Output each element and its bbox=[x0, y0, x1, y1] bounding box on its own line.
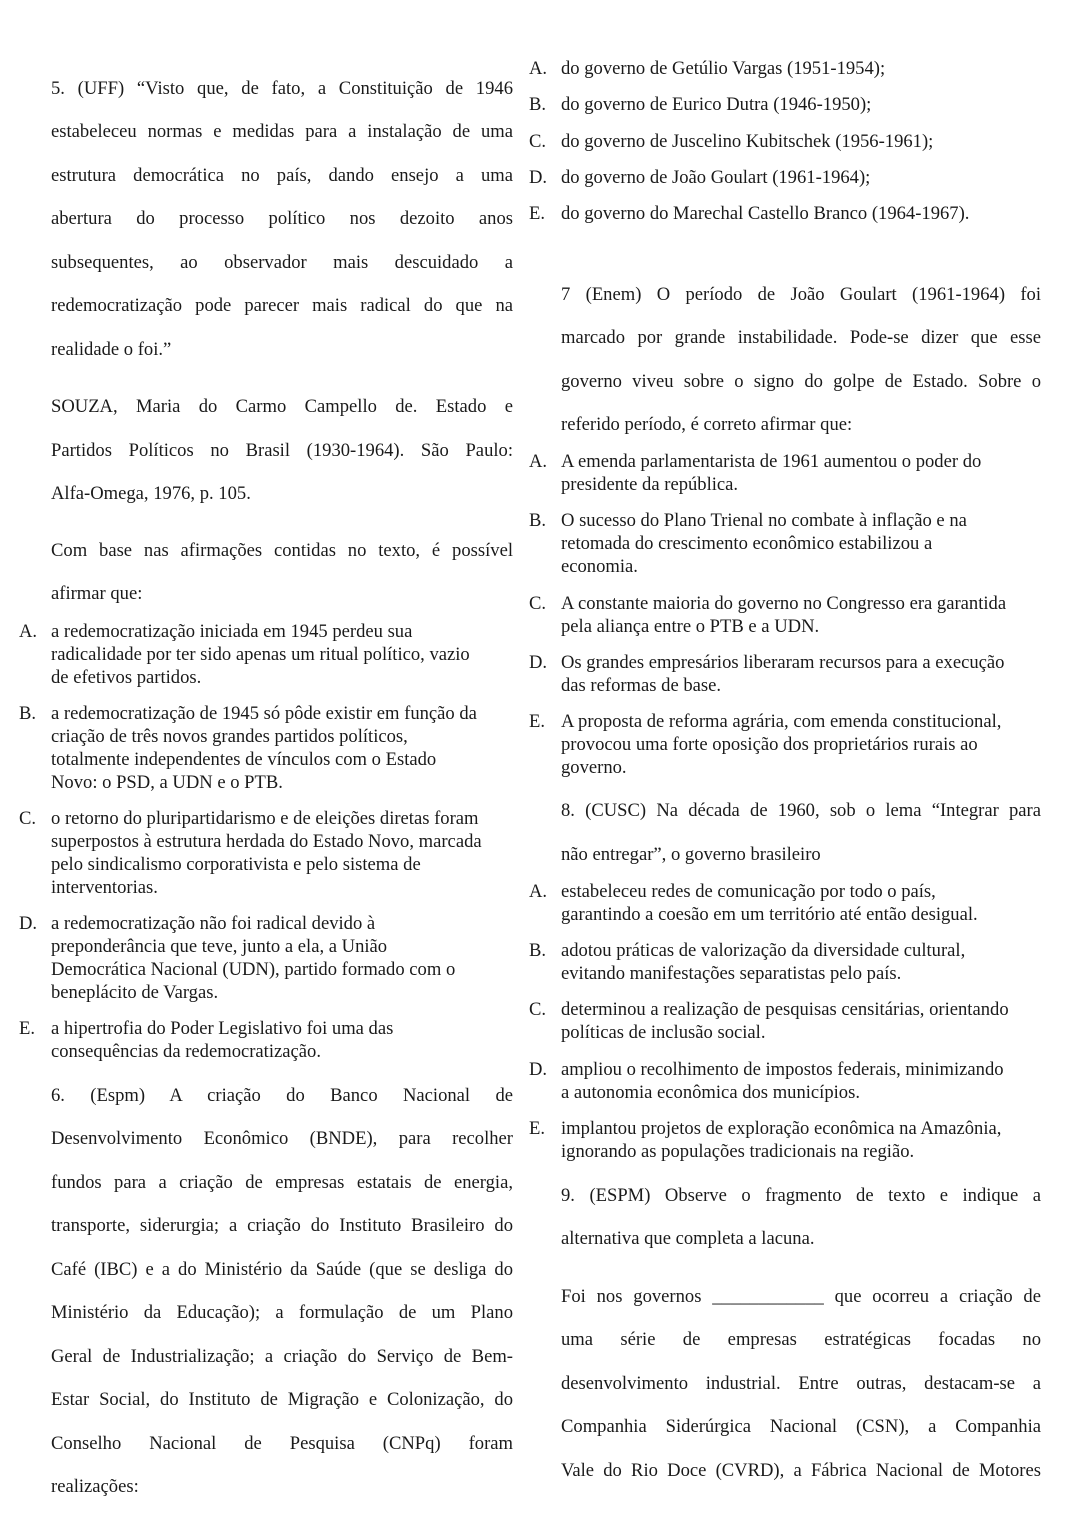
option-line: superpostos à estrutura herdada do Estado Novo, marcada bbox=[51, 831, 482, 852]
q7-stem-line: referido período, é correto afirmar que: bbox=[561, 414, 853, 435]
option-line: de efetivos partidos. bbox=[51, 667, 202, 688]
option-line: ignorando as populações tradicionais na região. bbox=[561, 1141, 915, 1162]
q5-citation-line: Partidos Políticos no Brasil (1930-1964). São Paulo: bbox=[51, 440, 513, 461]
option-letter: E. bbox=[529, 1118, 546, 1139]
q6-stem-line: 6. (Espm) A criação do Banco Nacional de bbox=[51, 1085, 513, 1106]
option-line: a redemocratização não foi radical devido à bbox=[51, 913, 376, 934]
q9-fragment-line: Vale do Rio Doce (CVRD), a Fábrica Nacional de Motores bbox=[561, 1460, 1041, 1481]
option-line: garantindo a coesão em um território até então desigual. bbox=[561, 904, 978, 925]
option-line: a hipertrofia do Poder Legislativo foi uma das bbox=[51, 1018, 394, 1039]
option-letter: A. bbox=[529, 58, 548, 79]
q6-stem-line: Conselho Nacional de Pesquisa (CNPq) foram bbox=[51, 1433, 513, 1454]
option-letter: B. bbox=[529, 510, 547, 531]
q5-citation-line: Alfa-Omega, 1976, p. 105. bbox=[51, 483, 251, 504]
q9-stem-line: alternativa que completa a lacuna. bbox=[561, 1228, 815, 1249]
q9-fragment-line: desenvolvimento industrial. Entre outras, destacam-se a bbox=[561, 1373, 1041, 1394]
option-letter: A. bbox=[529, 881, 548, 902]
option-line: presidente da república. bbox=[561, 474, 739, 495]
option-letter: D. bbox=[529, 167, 548, 188]
q5-stem-line: redemocratização pode parecer mais radical do que na bbox=[51, 295, 513, 316]
option-line: ampliou o recolhimento de impostos federais, minimizando bbox=[561, 1059, 1004, 1080]
option-letter: E. bbox=[529, 203, 546, 224]
q7-stem-line: governo viveu sobre o signo do golpe de Estado. Sobre o bbox=[561, 371, 1041, 392]
option-line: do governo de João Goulart (1961-1964); bbox=[561, 167, 871, 188]
option-letter: C. bbox=[529, 131, 547, 152]
option-letter: C. bbox=[529, 999, 547, 1020]
option-line: evitando manifestações separatistas pelo país. bbox=[561, 963, 902, 984]
option-line: pelo sindicalismo corporativista e pelo sistema de bbox=[51, 854, 421, 875]
option-line: a autonomia econômica dos municípios. bbox=[561, 1082, 860, 1103]
option-line: Democrática Nacional (UDN), partido formado com o bbox=[51, 959, 456, 980]
q5-prompt-line: Com base nas afirmações contidas no texto, é possível bbox=[51, 540, 513, 561]
q5-stem-line: estrutura democrática no país, dando ensejo a uma bbox=[51, 165, 513, 186]
option-line: adotou práticas de valorização da diversidade cultural, bbox=[561, 940, 966, 961]
option-letter: A. bbox=[529, 451, 548, 472]
q9-fragment-line: Companhia Siderúrgica Nacional (CSN), a Companhia bbox=[561, 1416, 1041, 1437]
option-line: criação de três novos grandes partidos políticos, bbox=[51, 726, 408, 747]
q7-stem-line: 7 (Enem) O período de João Goulart (1961-1964) foi bbox=[561, 284, 1041, 305]
option-line: A proposta de reforma agrária, com emenda constitucional, bbox=[561, 711, 1002, 732]
option-line: totalmente independentes de vínculos com o Estado bbox=[51, 749, 437, 770]
option-letter: D. bbox=[529, 1059, 548, 1080]
option-letter: A. bbox=[19, 621, 38, 642]
q5-stem-line: 5. (UFF) “Visto que, de fato, a Constituição de 1946 bbox=[51, 78, 513, 99]
q5-stem-line: realidade o foi.” bbox=[51, 339, 172, 360]
option-letter: E. bbox=[529, 711, 546, 732]
option-line: a redemocratização de 1945 só pôde existir em função da bbox=[51, 703, 477, 724]
option-letter: D. bbox=[529, 652, 548, 673]
option-line: Novo: o PSD, a UDN e o PTB. bbox=[51, 772, 283, 793]
option-line: do governo de Juscelino Kubitschek (1956-1961); bbox=[561, 131, 934, 152]
q5-stem-line: abertura do processo político nos dezoito anos bbox=[51, 208, 513, 229]
q6-stem-line: Geral de Industrialização; a criação do Serviço de Bem- bbox=[51, 1346, 513, 1367]
q5-stem-line: subsequentes, ao observador mais descuidado a bbox=[51, 252, 513, 273]
option-line: A constante maioria do governo no Congresso era garantida bbox=[561, 593, 1007, 614]
q8-stem-line: 8. (CUSC) Na década de 1960, sob o lema “Integrar para bbox=[561, 800, 1041, 821]
option-letter: E. bbox=[19, 1018, 36, 1039]
option-line: determinou a realização de pesquisas censitárias, orientando bbox=[561, 999, 1009, 1020]
q6-stem-line: Estar Social, do Instituto de Migração e Colonização, do bbox=[51, 1389, 513, 1410]
q6-stem-line: Café (IBC) e a do Ministério da Saúde (que se desliga do bbox=[51, 1259, 513, 1280]
option-line: radicalidade por ter sido apenas um ritual político, vazio bbox=[51, 644, 470, 665]
option-letter: C. bbox=[19, 808, 37, 829]
option-letter: C. bbox=[529, 593, 547, 614]
option-line: A emenda parlamentarista de 1961 aumentou o poder do bbox=[561, 451, 982, 472]
q6-stem-line: fundos para a criação de empresas estatais de energia, bbox=[51, 1172, 513, 1193]
option-letter: B. bbox=[529, 940, 547, 961]
q5-stem-line: estabeleceu normas e medidas para a instalação de uma bbox=[51, 121, 513, 142]
option-line: beneplácito de Vargas. bbox=[51, 982, 219, 1003]
option-line: das reformas de base. bbox=[561, 675, 722, 696]
option-line: pela aliança entre o PTB e a UDN. bbox=[561, 616, 820, 637]
option-line: políticas de inclusão social. bbox=[561, 1022, 766, 1043]
option-line: do governo do Marechal Castello Branco (1964-1967). bbox=[561, 203, 970, 224]
option-line: o retorno do pluripartidarismo e de eleições diretas foram bbox=[51, 808, 479, 829]
option-line: preponderância que teve, junto a ela, a União bbox=[51, 936, 388, 957]
option-line: implantou projetos de exploração econômica na Amazônia, bbox=[561, 1118, 1002, 1139]
q5-prompt-line: afirmar que: bbox=[51, 583, 143, 604]
option-line: interventorias. bbox=[51, 877, 158, 898]
q5-citation-line: SOUZA, Maria do Carmo Campello de. Estado e bbox=[51, 396, 513, 417]
option-line: governo. bbox=[561, 757, 627, 778]
q7-stem-line: marcado por grande instabilidade. Pode-se dizer que esse bbox=[561, 327, 1041, 348]
option-line: retomada do crescimento econômico estabilizou a bbox=[561, 533, 933, 554]
q9-fragment-line: uma série de empresas estratégicas focadas no bbox=[561, 1329, 1041, 1350]
option-line: do governo de Eurico Dutra (1946-1950); bbox=[561, 94, 872, 115]
q6-stem-line: Ministério da Educação); a formulação de um Plano bbox=[51, 1302, 513, 1323]
option-line: a redemocratização iniciada em 1945 perdeu sua bbox=[51, 621, 413, 642]
option-line: Os grandes empresários liberaram recursos para a execução bbox=[561, 652, 1005, 673]
option-line: economia. bbox=[561, 556, 638, 577]
option-line: provocou uma forte oposição dos proprietários rurais ao bbox=[561, 734, 978, 755]
option-line: do governo de Getúlio Vargas (1951-1954); bbox=[561, 58, 886, 79]
option-letter: D. bbox=[19, 913, 38, 934]
q6-stem-line: realizações: bbox=[51, 1476, 139, 1497]
q9-stem-line: 9. (ESPM) Observe o fragmento de texto e indique a bbox=[561, 1185, 1041, 1206]
option-line: consequências da redemocratização. bbox=[51, 1041, 321, 1062]
option-line: O sucesso do Plano Trienal no combate à inflação e na bbox=[561, 510, 967, 531]
q9-fragment-line: Foi nos governos ____________ que ocorreu a criação de bbox=[561, 1286, 1041, 1307]
option-line: estabeleceu redes de comunicação por todo o país, bbox=[561, 881, 936, 902]
q6-stem-line: transporte, siderurgia; a criação do Instituto Brasileiro do bbox=[51, 1215, 513, 1236]
q6-stem-line: Desenvolvimento Econômico (BNDE), para recolher bbox=[51, 1128, 513, 1149]
option-letter: B. bbox=[529, 94, 547, 115]
q8-stem-line: não entregar”, o governo brasileiro bbox=[561, 844, 821, 865]
option-letter: B. bbox=[19, 703, 37, 724]
